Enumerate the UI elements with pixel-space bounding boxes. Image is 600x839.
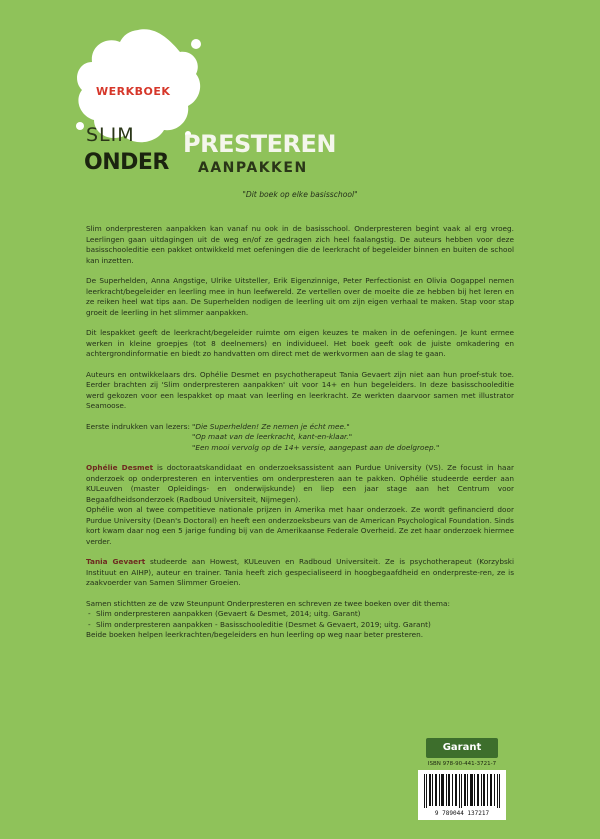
closing-section — [86, 599, 514, 641]
publisher-logo: Garant — [426, 738, 498, 758]
title-slim: SLIM — [86, 124, 135, 146]
author-bio: Ophélie won al twee competitieve nationale prijzen in Amerika met haar onderzoek. Ze wordt gefinancierd door Purdue University (Dean's Doctoral) en heeft een onderzoeksbeurs van de American Psychological Foundation. Sinds kort kwam daar nog een 5 jarige funding bij van de Amerikaanse Federale Overheid. Ze zet haar onderzoek hiermee verder. — [86, 505, 514, 546]
barcode-icon — [418, 770, 506, 810]
reader-quote: "Die Superhelden! Ze nemen je écht mee." — [192, 421, 350, 431]
barcode-digits: 9 789044 137217 — [434, 810, 490, 817]
title-aanpakken: AANPAKKEN — [198, 160, 308, 176]
author-bio-desmet — [86, 463, 514, 547]
author-bio: studeerde aan Howest, KULeuven en Radboud Universiteit. Ze is psychotherapeut (Korzybski Instituut en AIHP), auteur en trainer. Tania heeft zich gespecialiseerd in hoogbegaafdheid en onderpreste-ren, ze is zaakvoerder van Samen Slimmer Groeien. — [86, 557, 515, 587]
paragraph: Auteurs en ontwikkelaars drs. Ophélie Desmet en psychotherapeut Tania Gevaert zijn niet aan hun proef-stuk toe. Eerder brachten zij 'Slim onderpresteren aanpakken' uit voor 14+ en hun begeleiders. In deze basisschooleditie werd gekozen voor een lespakket op maat van leerling en leerkracht. Ze werkten daarvoor samen met illustrator Seamoose. — [86, 369, 514, 410]
reader-quote: "Op maat van de leerkracht, kant-en-klaar." — [192, 432, 353, 441]
tagline-quote: "Dit boek op elke basisschool" — [242, 190, 358, 199]
blurb-text — [86, 224, 514, 641]
reader-impressions — [86, 422, 514, 454]
paragraph: De Superhelden, Anna Angstige, Ulrike Uitsteller, Erik Eigenzinnige, Peter Perfectionist en Olivia Oogappel nemen leerkracht/begeleider en leerling mee in hun leefwereld. Ze vertellen over de moeite die ze hebben bij het leren en ze reiken heel wat tips aan. De Superhelden nodigen de leerling uit om zijn eigen verhaal te maken. Stap voor stap groeit de leerling in het slimmer aanpakken. — [86, 276, 514, 317]
author-name: Ophélie Desmet — [86, 463, 154, 472]
reader-quote: "Een mooi vervolg op de 14+ versie, aangepast aan de doelgroep." — [192, 442, 440, 452]
book-list — [86, 609, 514, 630]
author-bio: is doctoraatskandidaat en onderzoeksassistent aan Purdue University (VS). Ze focust in haar onderzoek op onderpresteren en interventies om onderpresteren aan te pakken. Ophélie studeerde eerder aan KULeuven (master Opleidings- en onderwijskunde) en liep een jaar stage aan het Centrum voor Begaafdheidsonderzoek (Radboud Universiteit, Nijmegen). — [86, 463, 514, 504]
author-bio-gevaert — [86, 557, 514, 589]
impressions-label: Eerste indrukken van lezers: — [86, 421, 190, 431]
closing-intro: Samen stichtten ze de vzw Steunpunt Onderpresteren en schreven ze twee boeken over dit thema: — [86, 598, 450, 608]
closing-outro: Beide boeken helpen leerkrachten/begeleiders en hun leerling op weg naar beter presteren. — [86, 630, 424, 639]
title-presteren: PRESTEREN — [183, 130, 336, 158]
paragraph: Slim onderpresteren aanpakken kan vanaf nu ook in de basisschool. Onderpresteren begint vaak al erg vroeg. Leerlingen gaan uitdagingen uit de weg en/of ze gedragen zich heel faalangstig. De auteurs hebben voor deze basisschooleditie een pakket ontwikkeld met oefeningen die de leerkracht of begeleider binnen en buiten de school kan inzetten. — [86, 224, 514, 265]
isbn-label: ISBN 978-90-441-3721-7 — [427, 761, 497, 767]
workbook-badge: WERKBOEK — [96, 85, 171, 98]
barcode — [418, 770, 506, 820]
title-onder: ONDER — [84, 150, 169, 175]
author-name: Tania Gevaert — [86, 557, 146, 566]
paragraph: Dit lespakket geeft de leerkracht/begeleider ruimte om eigen keuzes te maken in de oefeningen. Je kunt ermee werken in kleine groepjes (tot 8 deelnemers) en individueel. Het boek geeft ook de juiste omkadering en achtergrondinformatie en biedt zo handvatten om direct met de werkvormen aan de slag te gaan. — [86, 328, 514, 358]
list-item: - Slim onderpresteren aanpakken (Gevaert & Desmet, 2014; uitg. Garant) — [86, 609, 514, 620]
list-item: - Slim onderpresteren aanpakken - Basisschooleditie (Desmet & Gevaert, 2019; uitg. Garant) — [86, 620, 514, 631]
